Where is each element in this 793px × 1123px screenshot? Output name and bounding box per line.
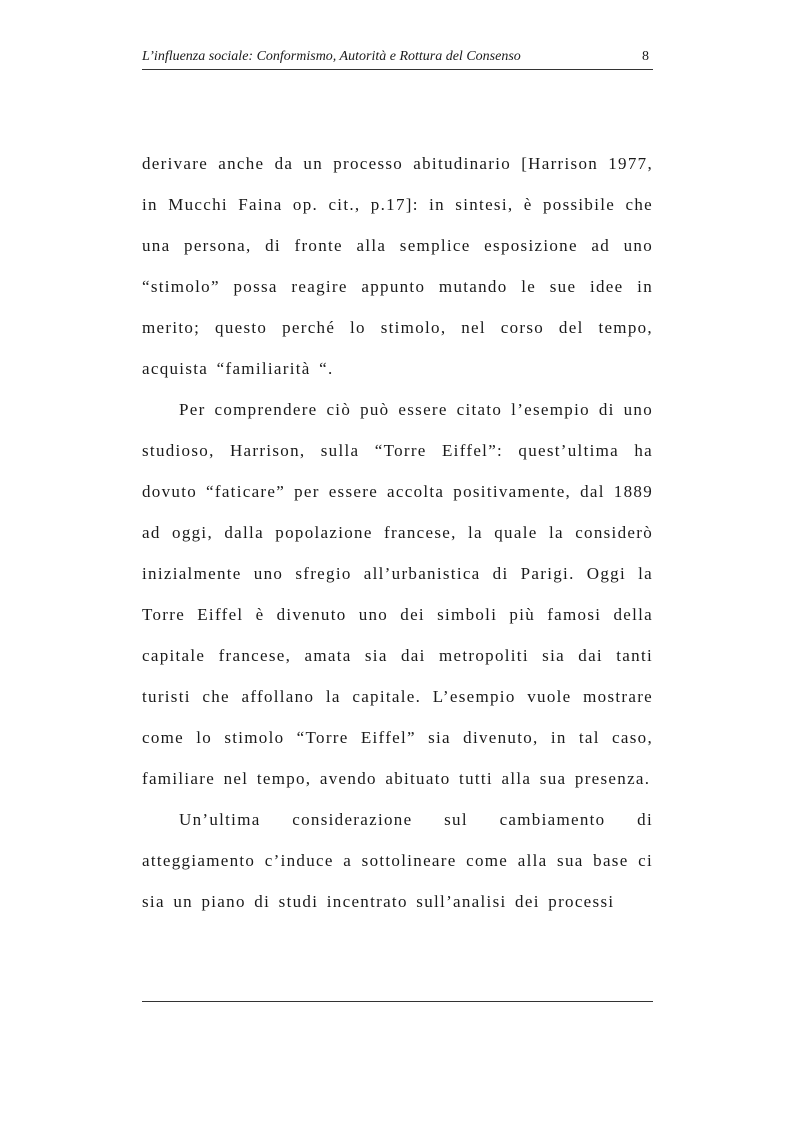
paragraph-final-consideration: Un’ultima considerazione sul cambiamento di atteggiamento c’induce a sottolineare come alla sua base ci sia un piano di studi incentrato sull’analisi dei processi <box>142 810 653 911</box>
body-text <box>142 143 653 922</box>
paragraph-eiffel-example: Per comprendere ciò può essere citato l’esempio di uno studioso, Harrison, sulla “Torre Eiffel”: quest’ultima ha dovuto “faticare” per essere accolta positivamente, dal 1889 ad oggi, dalla popolazione francese, la quale la considerò inizialmente uno sfregio all’urbanistica di Parigi. Oggi la Torre Eiffel è divenuto uno dei simboli più famosi della capitale francese, amata sia dai metropoliti sia dai tanti turisti che affollano la capitale. L’esempio vuole mostrare come lo stimolo “Torre Eiffel” sia divenuto, in tal caso, familiare nel tempo, avendo abituato tutti alla sua presenza. <box>142 400 653 788</box>
running-title: L’influenza sociale: Conformismo, Autorità e Rottura del Consenso <box>142 49 521 64</box>
page-header <box>142 47 653 70</box>
footer-divider <box>142 1001 653 1002</box>
paragraph-continuation: derivare anche da un processo abitudinario [Harrison 1977, in Mucchi Faina op. cit., p.17]: in sintesi, è possibile che una persona, di fronte alla semplice esposizione ad uno “stimolo” possa reagire appunto mutando le sue idee in merito; questo perché lo stimolo, nel corso del tempo, acquista “familiarità “. <box>142 154 653 378</box>
page-number: 8 <box>642 49 649 64</box>
